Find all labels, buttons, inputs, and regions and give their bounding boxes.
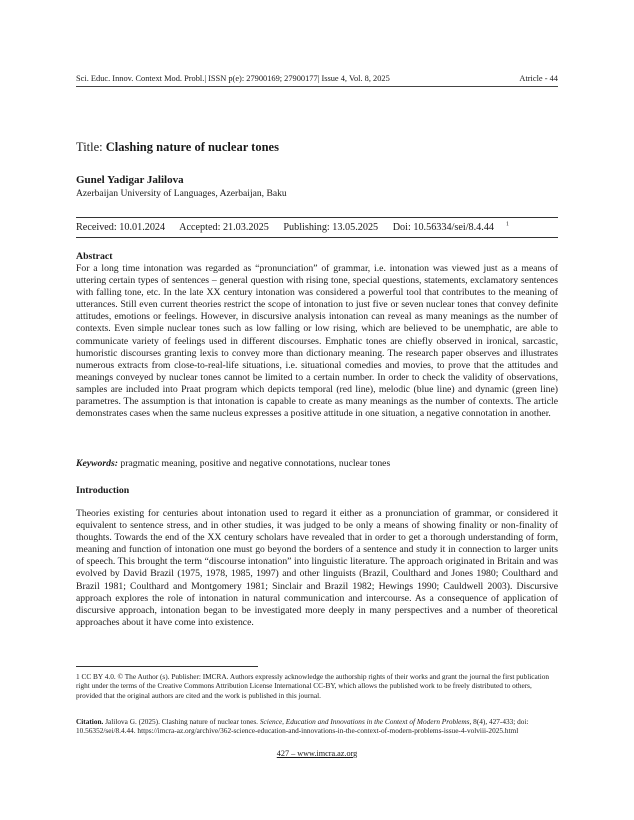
- citation-label: Citation.: [76, 717, 104, 726]
- citation-end: , 8(4), 427-433; doi: 10.56352/sei/8.4.44. https://imcra-az.org/archive/362-science-education-and-innovations-in-the-context-of-modern-problems-issue-4-volviii-2025.html: [76, 717, 529, 736]
- article-number: Atricle - 44: [519, 74, 558, 83]
- journal-info: Sci. Educ. Innov. Context Mod. Probl.| ISSN p(e): 27900169; 27900177| Issue 4, Vol. 8, 2025: [76, 74, 390, 83]
- running-header: [76, 74, 558, 83]
- author-affiliation: Azerbaijan University of Languages, Azerbaijan, Baku: [76, 188, 287, 199]
- page-title: [76, 140, 279, 155]
- meta-rule-top: [76, 217, 558, 218]
- author-name: Gunel Yadigar Jalilova: [76, 174, 184, 186]
- article-meta: [76, 222, 558, 233]
- page-footer: [0, 749, 634, 758]
- title-text: Clashing nature of nuclear tones: [105, 140, 279, 154]
- abstract-heading: Abstract: [76, 251, 113, 262]
- citation-start: Jalilova G. (2025). Clashing nature of nuclear tones.: [103, 717, 260, 726]
- publishing-date: Publishing: 13.05.2025: [283, 222, 379, 234]
- received-date: Received: 10.01.2024: [76, 222, 166, 234]
- doi-footnote-mark: 1: [506, 222, 510, 228]
- footnote-rule: [76, 666, 258, 667]
- meta-rule-bottom: [76, 237, 558, 238]
- citation-journal: Science, Education and Innovations in the Context of Modern Problems: [259, 717, 470, 726]
- accepted-date: Accepted: 21.03.2025: [179, 222, 269, 234]
- title-prefix: Title:: [76, 140, 103, 154]
- page-number-link[interactable]: 427 – www.imcra.az.org: [276, 749, 358, 758]
- keywords-label: Keywords:: [76, 458, 118, 469]
- abstract-text: For a long time intonation was regarded as “pronunciation” of grammar, i.e. intonation was viewed just as a means of uttering certain types of sentences – general question with rising tone, special questions, statements, exclamatory sentences with falling tone, etc. In the late XX century intonation was considered a powerful tool that contributes to the meaning of utterances. Still even current theories restrict the scope of intonation to just five or seven nuclear tones that convey definite attitudes, emotions or feelings. However, in discursive analysis intonation can reveal as many meanings as the number of contexts. Even simple nuclear tones such as low falling or low rising, which are believed to be unemphatic, are able to communicate variety of feelings used in different discourses. Emphatic tones are chiefly observed in ironical, sarcastic, humoristic discourses granting lexis to convey more than dictionary meaning. The research paper observes and illustrates numerous extracts from close-to-real-life situations, i.e. situational comedies and movies, to prove that the attitudes and meanings conveyed by nuclear tones cannot be limited to a certain number. In order to check the validity of observations, samples are included into Praat program which depicts temporal (red line), melodic (blue line) and dynamic (green line) parametres. The assumption is that intonation is capable to create as many meanings as the number of contexts. The article demonstrates cases when the same nucleus expresses a positive attitude in one situation, a negative connotation in another.: [76, 263, 558, 420]
- introduction-text: Theories existing for centuries about intonation used to regard it either as a pronunciation of grammar, or considered it equivalent to sentence stress, and in other studies, it was judged to be only a means of showing finality or non-finality of thoughts. Towards the end of the XX century scholars have revealed that in order to get a thorough understanding of form, meaning and function of intonation one must go beyond the borders of a sentence and study it in connection to larger units of speech. This brought the term “discourse intonation” into linguistic literature. The approach originated in Britain and was evolved by David Brazil (1975, 1978, 1985, 1997) and other linguists (Brazil, Coulthard and Jones 1980; Coulthard and Brazil 1981; Coulthard and Montgomery 1981; Sinclair and Brazil 1982; Hewings 1990; Cauldwell 2003). Discursive approach explores the role of intonation in natural communication and intercourse. As a consequence of application of discursive approach, intonation began to be investigated more deeply in many perspectives and a number of theoretical approaches about it have come into existence.: [76, 508, 558, 628]
- citation: [76, 717, 558, 736]
- doi: Doi: 10.56334/sei/8.4.44: [392, 222, 495, 234]
- license-footnote: 1 CC BY 4.0. © The Author (s). Publisher: IMCRA. Authors expressly acknowledge the authorship rights of their works and grant the journal the first publication right under the terms of the Creative Commons Attribution License International CC-BY, which allows the published work to be freely distributed to others, provided that the original authors are cited and the work is published in this journal.: [76, 672, 550, 700]
- introduction-heading: Introduction: [76, 485, 130, 496]
- keywords-list: pragmatic meaning, positive and negative connotations, nuclear tones: [117, 458, 391, 469]
- keywords: [76, 458, 558, 469]
- header-rule: [76, 86, 558, 87]
